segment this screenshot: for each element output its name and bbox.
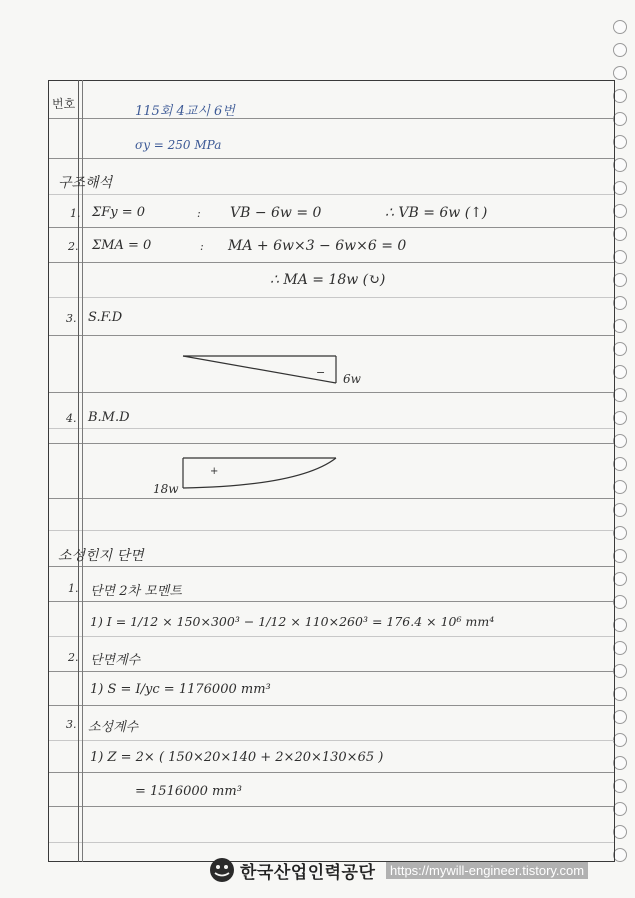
org-logo-icon bbox=[210, 858, 234, 882]
item-number: 3. bbox=[66, 718, 77, 731]
item-number: 1. bbox=[68, 582, 79, 595]
condition-sum-fy: ΣFy = 0 bbox=[92, 205, 145, 220]
item-number: 1. bbox=[70, 207, 81, 220]
equation-ma: MA + 6w×3 − 6w×6 = 0 bbox=[228, 238, 407, 254]
sfd-value-label: 6w bbox=[343, 372, 361, 386]
item-number: 4. bbox=[66, 412, 77, 425]
equation-moment-of-inertia: 1) I = 1/12 × 150×300³ − 1/12 × 110×260³ = 176.4 × 10⁶ mm⁴ bbox=[90, 614, 495, 629]
item-number: 2. bbox=[68, 651, 79, 664]
result-vb: ∴ VB = 6w (↑) bbox=[385, 205, 488, 221]
bmd-sign: + bbox=[210, 466, 219, 477]
section-title-plastic-hinge: 소성힌지 단면 bbox=[58, 548, 144, 564]
item-number: 3. bbox=[66, 312, 77, 325]
shear-force-diagram bbox=[183, 356, 336, 383]
equation-vb: VB − 6w = 0 bbox=[230, 205, 322, 221]
separator: : bbox=[200, 240, 204, 253]
equation-plastic-modulus: 1) Z = 2× ( 150×20×140 + 2×20×130×65 ) bbox=[90, 750, 384, 765]
label-sfd: S.F.D bbox=[88, 310, 123, 325]
section-title-structural-analysis: 구조해석 bbox=[58, 175, 113, 191]
bmd-value-label: 18w bbox=[153, 482, 179, 496]
item-number: 2. bbox=[68, 240, 79, 253]
result-ma: ∴ MA = 18w (↻) bbox=[270, 272, 386, 288]
sfd-sign: − bbox=[316, 366, 326, 379]
yield-stress: σy = 250 MPa bbox=[135, 138, 222, 152]
field-label-number: 번호 bbox=[52, 97, 76, 111]
label-section-modulus: 단면계수 bbox=[90, 653, 141, 668]
label-bmd: B.M.D bbox=[88, 410, 130, 425]
label-plastic-modulus: 소성계수 bbox=[88, 720, 139, 735]
org-logo bbox=[210, 856, 375, 884]
result-plastic-modulus: = 1516000 mm³ bbox=[135, 784, 242, 799]
bending-moment-diagram bbox=[183, 458, 336, 488]
equation-section-modulus: 1) S = I/yc = 1176000 mm³ bbox=[90, 682, 271, 697]
problem-ref: 115회 4교시 6번 bbox=[135, 104, 235, 119]
condition-sum-ma: ΣMA = 0 bbox=[92, 238, 152, 253]
org-name: 한국산업인력공단 bbox=[240, 862, 376, 883]
source-url: https://mywill-engineer.tistory.com bbox=[386, 862, 588, 879]
label-moment-of-inertia: 단면 2차 모멘트 bbox=[90, 584, 182, 599]
separator: : bbox=[197, 207, 201, 220]
